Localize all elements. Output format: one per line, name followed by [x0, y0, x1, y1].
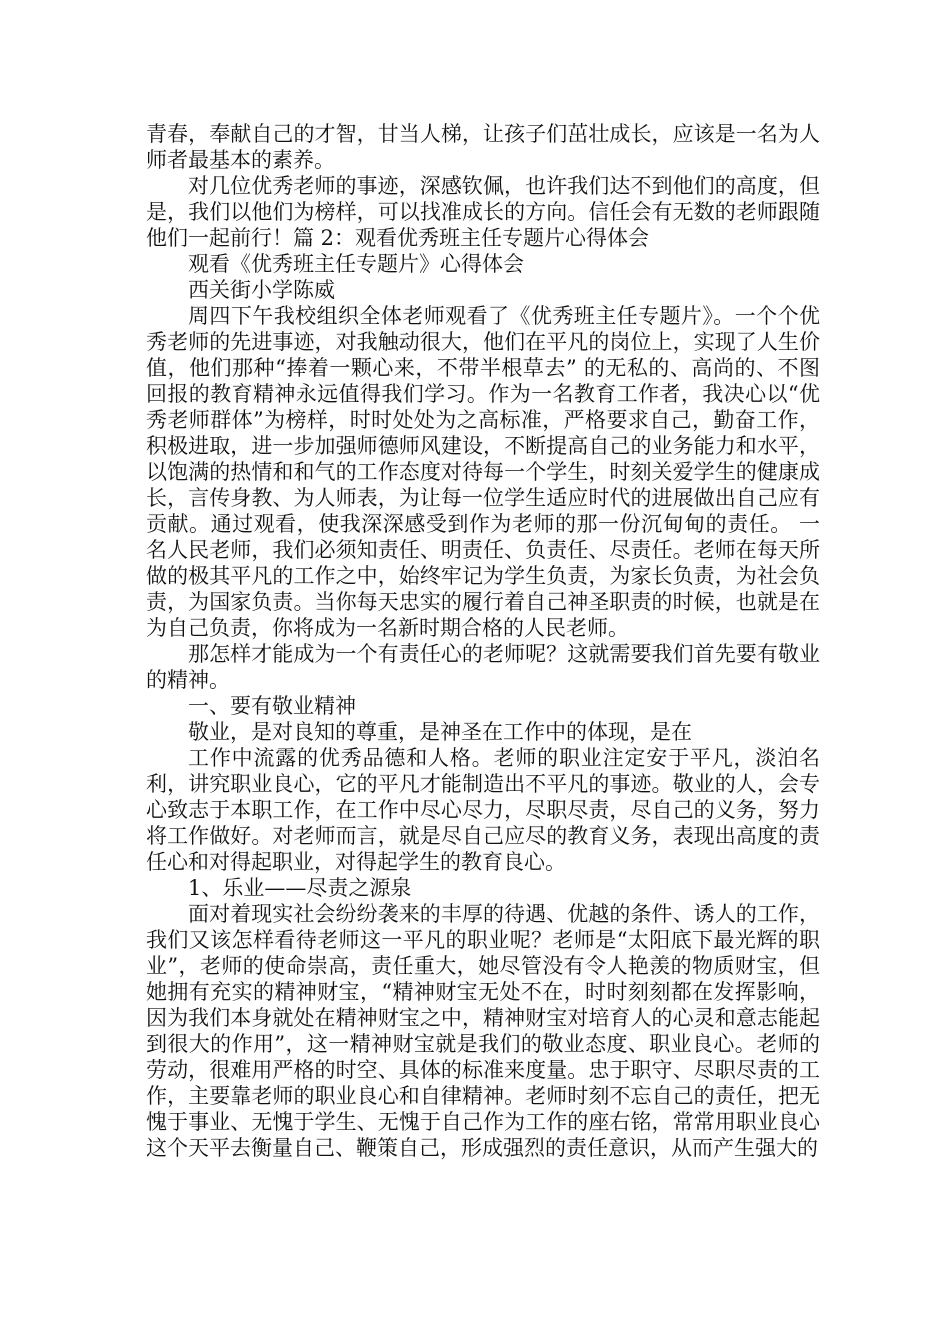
paragraph: 青春，奉献自己的才智，甘当人梯，让孩子们茁壮成长，应该是一名为人师者最基本的素养。 — [146, 122, 820, 172]
paragraph: 敬业，是对良知的尊重，是神圣在工作中的体现，是在 — [188, 720, 692, 744]
heading: 一、要有敬业精神 — [188, 694, 356, 718]
section-title: 观看《优秀班主任专题片》心得体会 — [188, 252, 524, 276]
document-body — [146, 121, 820, 1161]
paragraph: 工作中流露的优秀品德和人格。老师的职业注定安于平凡，淡泊名利，讲究职业良心，它的平凡才能制造出不平凡的事迹。敬业的人，会专心致志于本职工作，在工作中尽心尽力，尽职尽责，尽自己的义务，努力将工作做好。对老师而言，就是尽自己应尽的教育义务，表现出高度的责任心和对得起职业，对得起学生的教育良心。 — [146, 746, 820, 874]
paragraph: 周四下午我校组织全体老师观看了《优秀班主任专题片》。一个个优秀老师的先进事迹，对我触动很大，他们在平凡的岗位上，实现了人生价值，他们那种“捧着一颗心来，不带半根草去” 的无私的、高尚的、不图回报的教育精神永远值得我们学习。作为一名教育工作者，我决心以“优秀老师群体”为榜样，时时处处为之高标准，严格要求自己，勤奋工作，积极进取，进一步加强师德师风建设，不断提高自己的业务能力和水平，以饱满的热情和和气的工作态度对待每一个学生，时刻关爱学生的健康成长，言传身教、为人师表，为让每一位学生适应时代的进展做出自己应有贡献。通过观看，使我深深感受到作为老师的那一份沉甸甸的责任。 一名人民老师，我们必须知责任、明责任、负责任、尽责任。老师在每天所做的极其平凡的工作之中，始终牢记为学生负责，为家长负责，为社会负责，为国家负责。当你每天忠实的履行着自己神圣职责的时候，也就是在为自己负责，你将成为一名新时期合格的人民老师。 — [146, 304, 820, 640]
subheading: 1、乐业——尽责之源泉 — [188, 876, 412, 900]
paragraph: 面对着现实社会纷纷袭来的丰厚的待遇、优越的条件、诱人的工作，我们又该怎样看待老师这一平凡的职业呢？老师是“太阳底下最光辉的职业”，老师的使命崇高，责任重大，她尽管没有令人艳羡的物质财宝，但她拥有充实的精神财宝，“精神财宝无处不在，时时刻刻都在发挥影响，因为我们本身就处在精神财宝之中，精神财宝对培育人的心灵和意志能起到很大的作用”，这一精神财宝就是我们的敬业态度、职业良心。老师的劳动，很难用严格的时空、具体的标准来度量。忠于职守、尽职尽责的工作，主要靠老师的职业良心和自律精神。老师时刻不忘自己的责任，把无愧于事业、无愧于学生、无愧于自己作为工作的座右铭，常常用职业良心这个天平去衡量自己、鞭策自己，形成强烈的责任意识，从而产生强大的 — [146, 902, 820, 1160]
author-line: 西关街小学陈威 — [188, 278, 335, 302]
paragraph: 对几位优秀老师的事迹，深感钦佩，也许我们达不到他们的高度，但是，我们以他们为榜样，可以找准成长的方向。信任会有无数的老师跟随他们一起前行！篇 2：观看优秀班主任专题片心得体会 — [146, 174, 820, 250]
paragraph: 那怎样才能成为一个有责任心的老师呢？这就需要我们首先要有敬业的精神。 — [146, 642, 820, 692]
